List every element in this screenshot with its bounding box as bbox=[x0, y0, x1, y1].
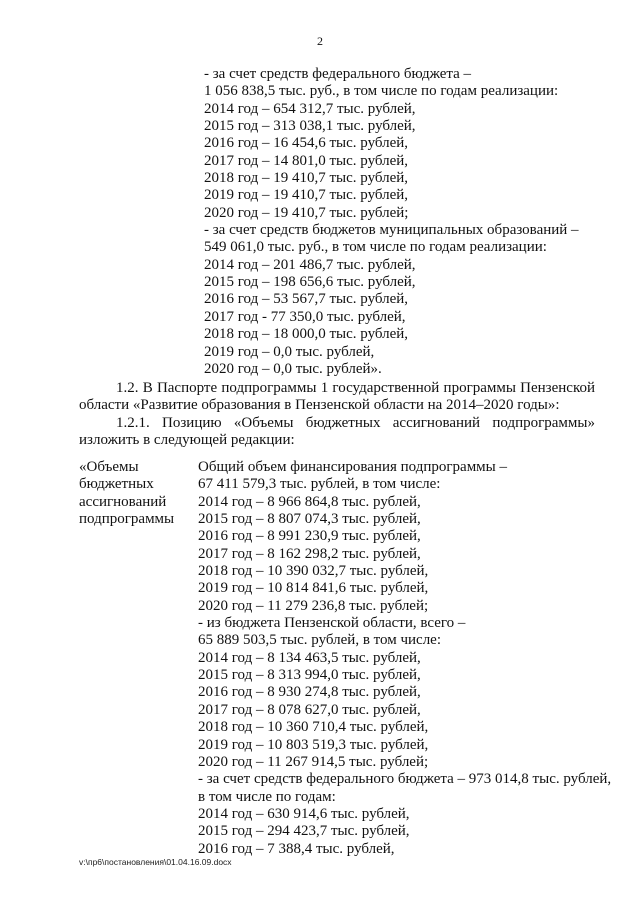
value-line: 2020 год – 11 267 914,5 тыс. рублей; bbox=[198, 753, 429, 770]
text-line: 2018 год – 19 410,7 тыс. рублей, bbox=[204, 170, 409, 187]
paragraph-line: 1.2. В Паспорте подпрограммы 1 государственной программы Пензенской bbox=[116, 380, 595, 396]
value-line: 65 889 503,5 тыс. рублей, в том числе: bbox=[198, 632, 442, 649]
value-line: 2019 год – 10 814 841,6 тыс. рублей, bbox=[198, 580, 429, 597]
text-line: 2014 год – 654 312,7 тыс. рублей, bbox=[204, 100, 416, 117]
value-line: - из бюджета Пензенской области, всего – bbox=[198, 615, 466, 632]
value-line: 2018 год – 10 390 032,7 тыс. рублей, bbox=[198, 563, 429, 580]
label-line: подпрограммы bbox=[79, 511, 175, 528]
paragraph-line: области «Развитие образования в Пензенской области на 2014–2020 годы»: bbox=[79, 397, 560, 414]
text-line: - за счет средств бюджетов муниципальных образований – bbox=[204, 222, 579, 239]
paragraph-line: 1.2.1. Позицию «Объемы бюджетных ассигнований подпрограммы» bbox=[116, 415, 595, 431]
label-line: «Объемы bbox=[79, 459, 139, 475]
value-line: 2014 год – 8 134 463,5 тыс. рублей, bbox=[198, 649, 421, 666]
value-line: 2020 год – 11 279 236,8 тыс. рублей; bbox=[198, 597, 429, 614]
text-line: 2016 год – 53 567,7 тыс. рублей, bbox=[204, 291, 409, 308]
value-line: 2017 год – 8 078 627,0 тыс. рублей, bbox=[198, 701, 421, 718]
budget-label-column bbox=[79, 459, 189, 528]
text-line: 2020 год – 19 410,7 тыс. рублей; bbox=[204, 204, 409, 221]
text-line: 2020 год – 0,0 тыс. рублей». bbox=[204, 360, 382, 377]
text-line: 549 061,0 тыс. руб., в том числе по годам реализации: bbox=[204, 239, 547, 256]
value-line: 2015 год – 8 807 074,3 тыс. рублей, bbox=[198, 511, 421, 528]
text-line: 1 056 838,5 тыс. руб., в том числе по годам реализации: bbox=[204, 83, 559, 100]
value-line: 2019 год – 10 803 519,3 тыс. рублей, bbox=[198, 736, 429, 753]
text-line: - за счет средств федерального бюджета – bbox=[204, 66, 472, 82]
value-line: 2015 год – 294 423,7 тыс. рублей, bbox=[198, 823, 410, 840]
value-line: 2015 год – 8 313 994,0 тыс. рублей, bbox=[198, 667, 421, 684]
text-line: 2017 год – 14 801,0 тыс. рублей, bbox=[204, 152, 409, 169]
paragraph-1-2 bbox=[79, 380, 595, 415]
text-line: 2015 год – 198 656,6 тыс. рублей, bbox=[204, 274, 416, 291]
text-line: 2016 год – 16 454,6 тыс. рублей, bbox=[204, 135, 409, 152]
label-line: бюджетных bbox=[79, 476, 154, 493]
funding-continuation-block bbox=[204, 66, 604, 378]
paragraph-line: изложить в следующей редакции: bbox=[79, 432, 295, 449]
text-line: 2015 год – 313 038,1 тыс. рублей, bbox=[204, 118, 416, 135]
value-line: 2017 год – 8 162 298,2 тыс. рублей, bbox=[198, 545, 421, 562]
value-line: 2016 год – 7 388,4 тыс. рублей, bbox=[198, 840, 395, 857]
value-line: - за счет средств федерального бюджета – 973 014,8 тыс. рублей, bbox=[198, 771, 612, 788]
value-line: в том числе по годам: bbox=[198, 788, 336, 805]
value-line: 2018 год – 10 360 710,4 тыс. рублей, bbox=[198, 719, 429, 736]
text-line: 2019 год – 19 410,7 тыс. рублей, bbox=[204, 187, 409, 204]
value-line: 67 411 579,3 тыс. рублей, в том числе: bbox=[198, 476, 441, 493]
value-line: Общий объем финансирования подпрограммы – bbox=[198, 459, 508, 475]
text-line: 2019 год – 0,0 тыс. рублей, bbox=[204, 343, 375, 360]
budget-value-column bbox=[198, 459, 612, 858]
value-line: 2016 год – 8 930 274,8 тыс. рублей, bbox=[198, 684, 421, 701]
text-line: 2014 год – 201 486,7 тыс. рублей, bbox=[204, 256, 416, 273]
label-line: ассигнований bbox=[79, 493, 167, 510]
value-line: 2014 год – 630 914,6 тыс. рублей, bbox=[198, 805, 410, 822]
value-line: 2014 год – 8 966 864,8 тыс. рублей, bbox=[198, 493, 421, 510]
text-line: 2018 год – 18 000,0 тыс. рублей, bbox=[204, 326, 409, 343]
file-path-footer: v:\пр6\постановления\01.04.16.09.docx bbox=[79, 857, 232, 867]
paragraph-1-2-1 bbox=[79, 415, 595, 450]
text-line: 2017 год - 77 350,0 тыс. рублей, bbox=[204, 308, 406, 325]
page-number: 2 bbox=[317, 34, 323, 48]
value-line: 2016 год – 8 991 230,9 тыс. рублей, bbox=[198, 528, 421, 545]
